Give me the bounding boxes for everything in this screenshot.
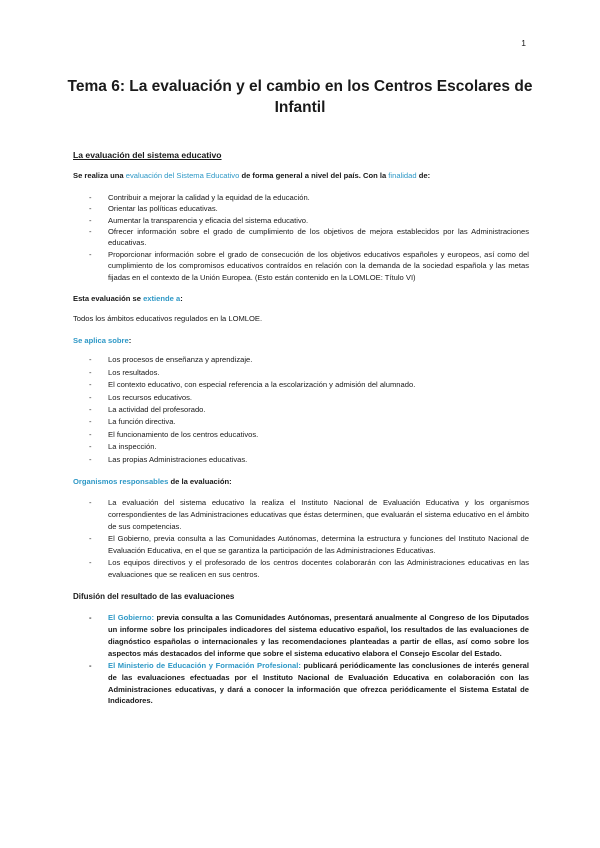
list-item: - Los equipos directivos y el profesorado de los centros docentes colaborarán con las Administraciones educativas en las evaluaciones que se realicen en sus centros. — [73, 557, 529, 581]
item-lead: El Ministerio de Educación y Formación Profesional: — [108, 660, 301, 670]
link-finalidad: finalidad — [388, 171, 417, 181]
applies-colon: : — [128, 335, 132, 345]
list-item: - Contribuir a mejorar la calidad y la equidad de la educación. — [73, 192, 529, 203]
bodies-list — [73, 497, 529, 580]
extends-paragraph — [73, 293, 529, 304]
list-item: - El contexto educativo, con especial referencia a la escolarización y admisión del alumnado. — [73, 379, 529, 391]
extends-scope: Todos los ámbitos educativos regulados en la LOMLOE. — [73, 314, 263, 324]
document-title: Tema 6: La evaluación y el cambio en los Centros Escolares de Infantil — [67, 78, 533, 116]
applies-heading — [73, 335, 529, 346]
document-body — [73, 150, 529, 707]
list-item: - Los recursos educativos. — [73, 392, 529, 404]
list-item: - La función directiva. — [73, 416, 529, 428]
extends-text-start: Esta evaluación se — [73, 294, 144, 304]
list-item — [73, 660, 529, 708]
list-item: - La inspección. — [73, 441, 529, 453]
list-item: - Las propias Administraciones educativas. — [73, 454, 529, 466]
list-item: - Orientar las políticas educativas. — [73, 203, 529, 214]
section-heading-evaluation: La evaluación del sistema educativo — [73, 150, 222, 160]
intro-text-mid: de forma general a nivel del país. Con la — [239, 171, 389, 181]
list-item: - Ofrecer información sobre el grado de cumplimiento de los objetivos de mejora establecidos por las Administraciones educativas. — [73, 226, 529, 249]
applies-list — [73, 354, 529, 466]
extends-text-end: : — [180, 294, 183, 304]
link-evaluacion-sistema: evaluación del Sistema Educativo — [125, 171, 240, 181]
list-item — [73, 612, 529, 660]
bodies-heading-end: de la evaluación: — [168, 476, 232, 486]
bodies-heading — [73, 476, 529, 487]
section-heading-difusion: Difusión del resultado de las evaluaciones — [73, 591, 235, 601]
link-aplica-sobre: Se aplica sobre — [73, 335, 129, 345]
intro-text-start: Se realiza una — [73, 171, 126, 181]
item-text: previa consulta a las Comunidades Autónomas, presentará anualmente al Congreso de los Diputados un informe sobre los principales indicadores del sistema educativo español, los resultados de las evaluaciones de diagnóstico españolas o internacionales y las recomendaciones planteadas a partir de ellas, así como sobre los aspectos más destacados del informe que sobre el sistema educativo elabora el Consejo Escolar del Estado. — [108, 613, 529, 658]
aims-list — [73, 192, 529, 283]
intro-text-end: de: — [416, 171, 431, 181]
page-number: 1 — [521, 38, 526, 48]
list-item: - Los resultados. — [73, 367, 529, 379]
item-text: publicará periódicamente las conclusiones de interés general de las evaluaciones efectuadas por el Instituto Nacional de Evaluación Educativa en colaboración con las Administraciones educativas, y dará a conocer la información que ofrezca periódicamente el Sistema Estatal de Indicadores. — [108, 660, 529, 706]
list-item: - La evaluación del sistema educativo la realiza el Instituto Nacional de Evaluación Educativa y los organismos correspondientes de las Administraciones educativas que éstas determinen, que evaluarán el sistema educativo en el ámbito de sus competencias. — [73, 497, 529, 533]
list-item: - La actividad del profesorado. — [73, 404, 529, 416]
list-item: - Proporcionar información sobre el grado de consecución de los objetivos educativos españoles y europeos, así como del cumplimiento de los compromisos educativos contraídos en relación con la demanda de la sociedad española y las metas fijadas en el contexto de la Unión Europea. (Esto están contenido en la LOMLOE: Título VI) — [73, 249, 529, 283]
list-item: - Aumentar la transparencia y eficacia del sistema educativo. — [73, 215, 529, 226]
intro-paragraph — [73, 170, 529, 181]
list-item: - El funcionamiento de los centros educativos. — [73, 429, 529, 441]
list-item: - El Gobierno, previa consulta a las Comunidades Autónomas, determina la estructura y funciones del Instituto Nacional de Evaluación Educativa, en el que se garantiza la participación de las Administraciones Educativas. — [73, 533, 529, 557]
list-item: - Los procesos de enseñanza y aprendizaje. — [73, 354, 529, 366]
item-lead: El Gobierno: — [108, 613, 154, 623]
link-extiende: extiende a — [143, 294, 181, 304]
link-organismos: Organismos responsables — [73, 476, 169, 486]
difusion-list — [73, 612, 529, 707]
